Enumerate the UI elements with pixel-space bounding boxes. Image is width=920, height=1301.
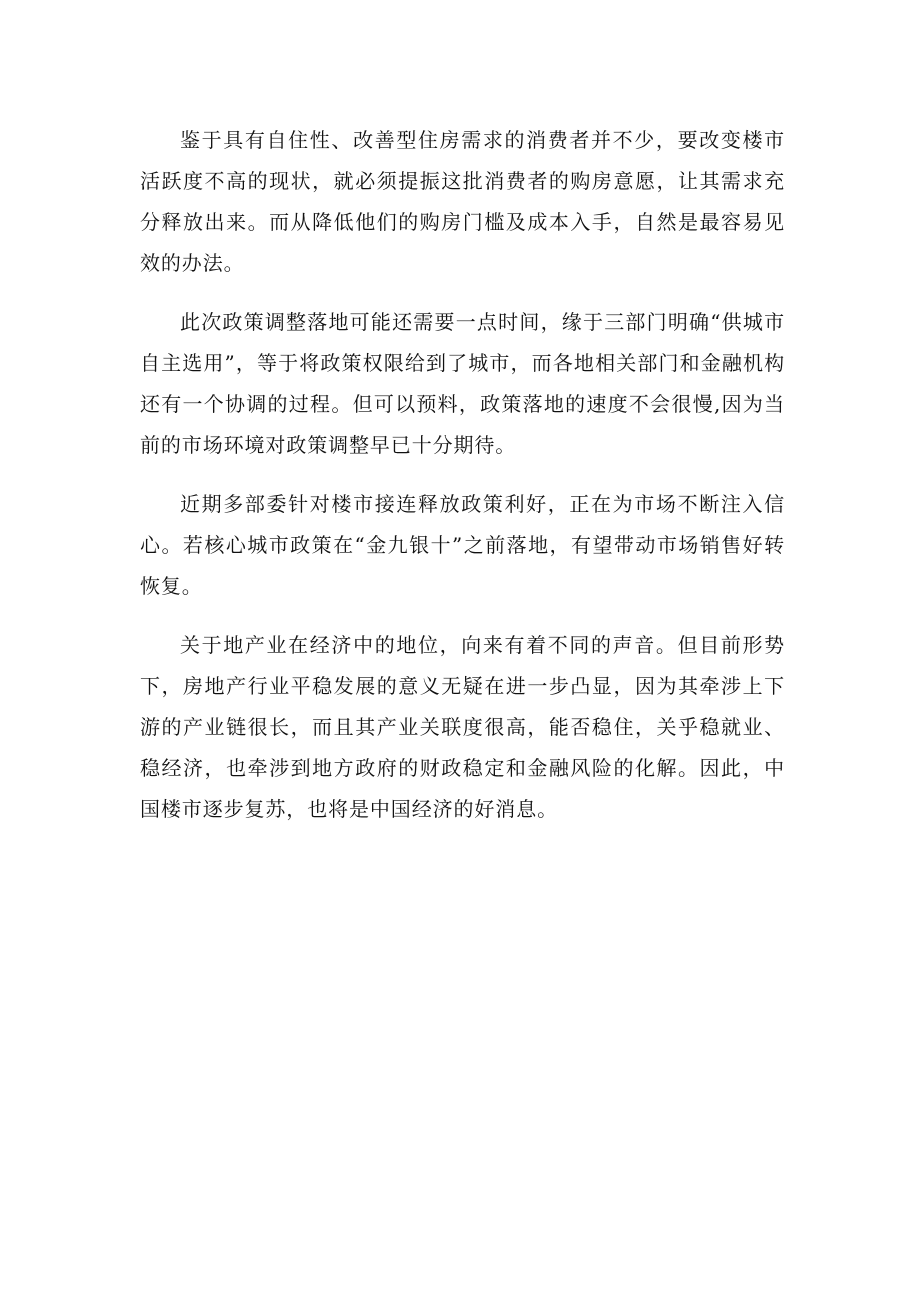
paragraph-4: 关于地产业在经济中的地位，向来有着不同的声音。但目前形势下，房地产行业平稳发展的意义无疑在进一步凸显，因为其牵涉上下游的产业链很长，而且其产业关联度很高，能否稳住，关乎稳就业、稳经济，也牵涉到地方政府的财政稳定和金融风险的化解。因此，中国楼市逐步复苏，也将是中国经济的好消息。 — [140, 633, 785, 821]
paragraph-2: 此次政策调整落地可能还需要一点时间，缘于三部门明确“供城市自主选用”，等于将政策权限给到了城市，而各地相关部门和金融机构还有一个协调的过程。但可以预料，政策落地的速度不会很慢,因为当前的市场环境对政策调整早已十分期待。 — [140, 310, 785, 457]
paragraph-1: 鉴于具有自住性、改善型住房需求的消费者并不少，要改变楼市活跃度不高的现状，就必须提振这批消费者的购房意愿，让其需求充分释放出来。而从降低他们的购房门槛及成本入手，自然是最容易见效的办法。 — [140, 128, 785, 275]
document-body — [140, 120, 785, 848]
paragraph-3: 近期多部委针对楼市接连释放政策利好，正在为市场不断注入信心。若核心城市政策在“金九银十”之前落地，有望带动市场销售好转恢复。 — [140, 492, 785, 598]
